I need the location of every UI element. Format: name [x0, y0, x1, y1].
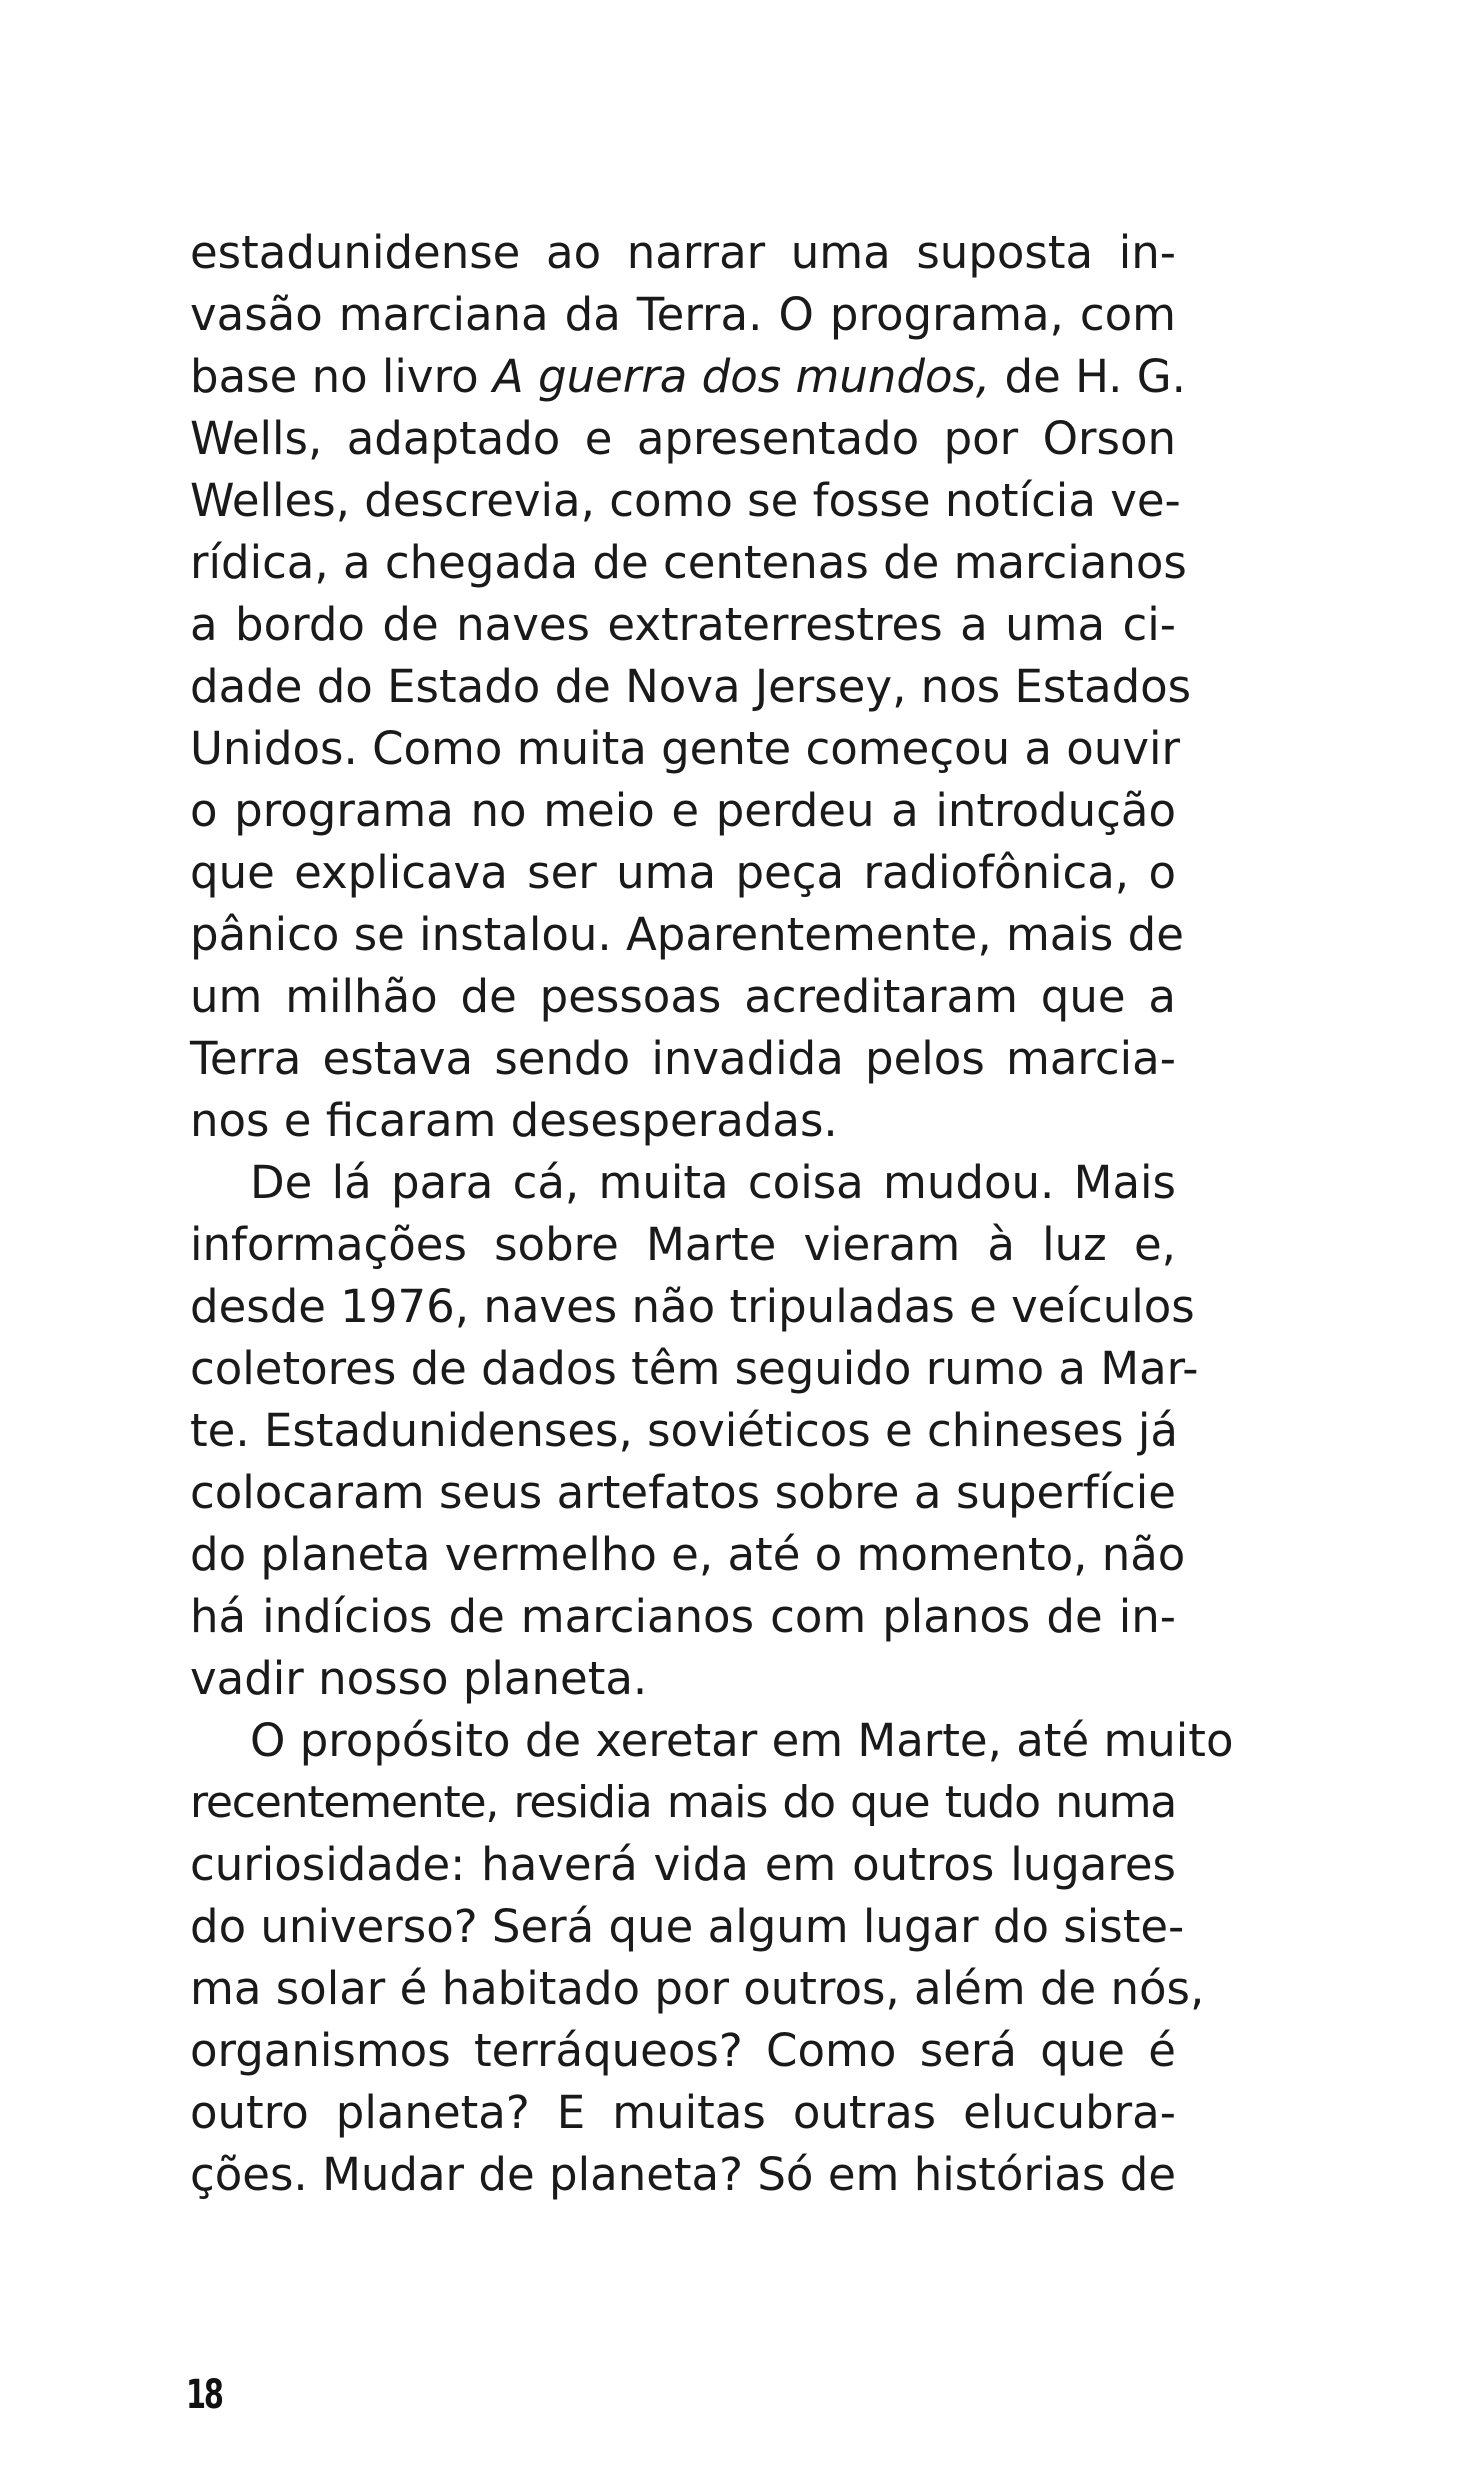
text-line: Welles, descrevia, como se fosse notícia ve- [190, 474, 1181, 527]
text-line: um milhão de pessoas acreditaram que a [190, 970, 1176, 1023]
text-line: De lá para cá, muita coisa mudou. Mais [250, 1156, 1176, 1209]
text-line: ções. Mudar de planeta? Só em histórias de [190, 2148, 1176, 2201]
text-line: outro planeta? E muitas outras elucubra- [190, 2086, 1176, 2139]
text-line: que explicava ser uma peça radiofônica, o [190, 846, 1176, 899]
text-line: dade do Estado de Nova Jersey, nos Estados [190, 660, 1192, 713]
text-line: estadunidense ao narrar uma suposta in- [190, 226, 1176, 279]
text-line: vasão marciana da Terra. O programa, com [190, 288, 1176, 341]
text-line: organismos terráqueos? Como será que é [190, 2024, 1176, 2077]
text-segment: base no livro [190, 350, 493, 403]
text-line: do universo? Será que algum lugar do siste- [190, 1900, 1185, 1953]
text-line: vadir nosso planeta. [190, 1652, 648, 1705]
text-line: Terra estava sendo invadida pelos marcia- [190, 1032, 1176, 1085]
text-line [190, 346, 1186, 408]
text-line: ma solar é habitado por outros, além de nós, [190, 1962, 1205, 2015]
text-line: há indícios de marcianos com planos de in- [190, 1590, 1176, 1643]
text-line: coletores de dados têm seguido rumo a Mar- [190, 1342, 1199, 1395]
text-line: o programa no meio e perdeu a introdução [190, 784, 1176, 837]
text-line: Unidos. Como muita gente começou a ouvir [190, 722, 1180, 775]
text-line: colocaram seus artefatos sobre a superfície [190, 1466, 1176, 1519]
text-line: O propósito de xeretar em Marte, até muito [250, 1714, 1234, 1767]
text-line: a bordo de naves extraterrestres a uma ci- [190, 598, 1176, 651]
text-line: informações sobre Marte vieram à luz e, [190, 1218, 1176, 1271]
book-title-italic: A guerra dos mundos, [492, 350, 991, 403]
page-number: 18 [186, 2372, 222, 2418]
text-line: curiosidade: haverá vida em outros lugares [190, 1838, 1176, 1891]
text-line: nos e ficaram desesperadas. [190, 1094, 838, 1147]
text-line: recentemente, residia mais do que tudo numa [190, 1777, 1176, 1828]
text-line: pânico se instalou. Aparentemente, mais de [190, 908, 1184, 961]
text-line: rídica, a chegada de centenas de marcianos [190, 536, 1187, 589]
text-line: desde 1976, naves não tripuladas e veículos [190, 1280, 1195, 1333]
text-line: do planeta vermelho e, até o momento, não [190, 1528, 1186, 1581]
text-line: te. Estadunidenses, soviéticos e chineses já [190, 1404, 1178, 1457]
body-text [190, 222, 1234, 2206]
text-line: Wells, adaptado e apresentado por Orson [190, 412, 1176, 465]
text-segment: de H. G. [990, 350, 1186, 403]
